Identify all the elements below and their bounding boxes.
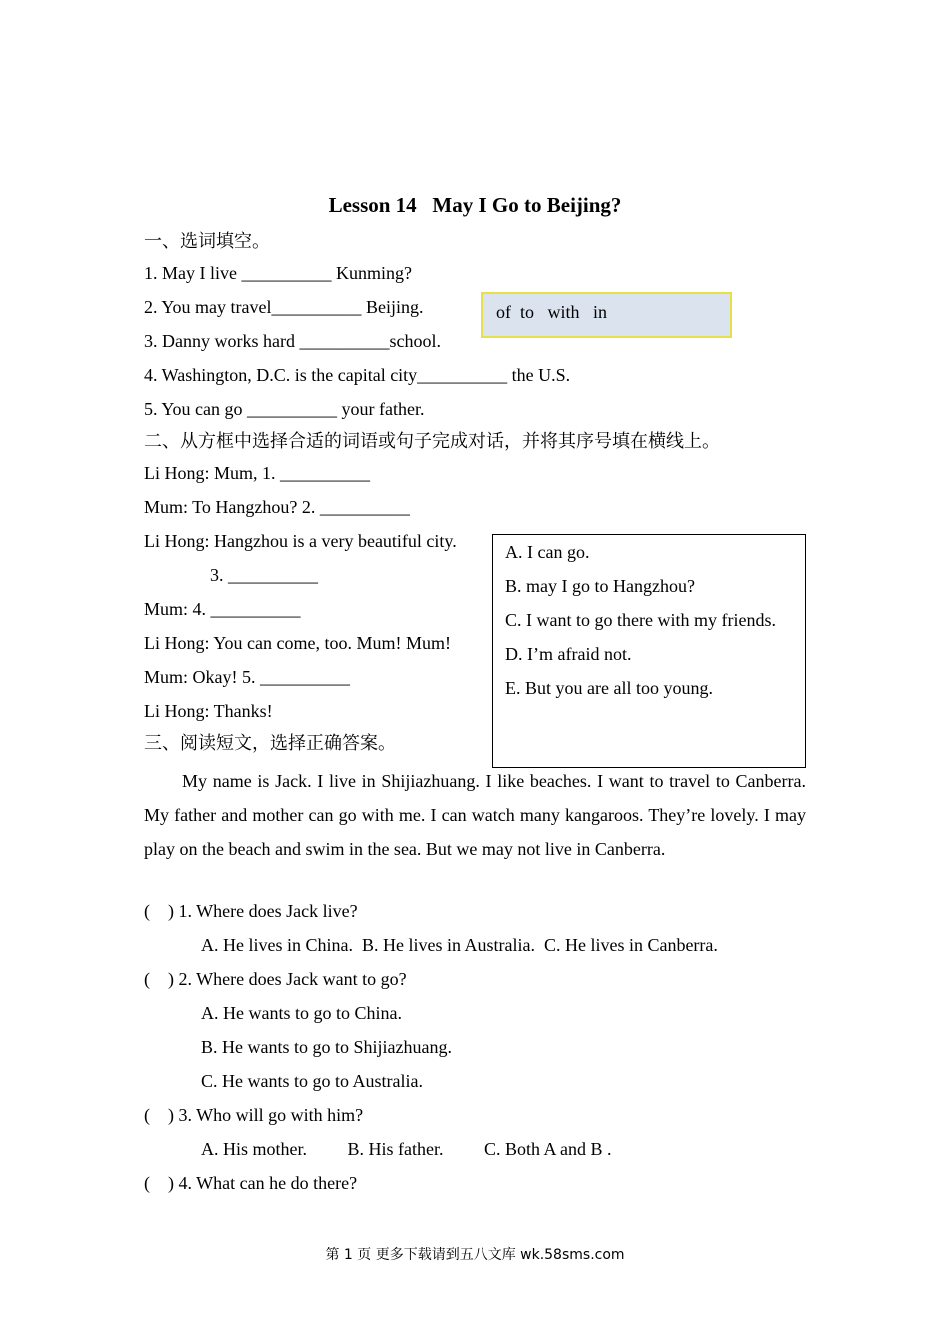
question-2: ( ) 2. Where does Jack want to go? [144, 969, 407, 989]
dialogue-line-1: Li Hong: Mum, 1. __________ [144, 463, 371, 483]
word-box [481, 292, 732, 338]
fill-item-5: 5. You can go __________ your father. [144, 399, 425, 419]
dialogue-line-6: Li Hong: You can come, too. Mum! Mum! [144, 633, 451, 653]
option-b: B. may I go to Hangzhou? [505, 576, 695, 596]
reading-passage: My name is Jack. I live in Shijiazhuang. I like beaches. I want to travel to Canberra. My father and mother can go with me. I can watch many kangaroos. They’re lovely. I may play on the beach and swim in the sea. But we may not live in Canberra. [144, 771, 806, 859]
dialogue-line-7: Mum: Okay! 5. __________ [144, 667, 350, 687]
question-1-options: A. He lives in China. B. He lives in Australia. C. He lives in Canberra. [201, 935, 718, 955]
question-1: ( ) 1. Where does Jack live? [144, 901, 358, 921]
fill-item-2: 2. You may travel__________ Beijing. [144, 297, 424, 317]
question-4: ( ) 4. What can he do there? [144, 1173, 358, 1193]
dialogue-line-4: 3. __________ [210, 565, 318, 585]
word-box-text: of to with in [496, 302, 607, 322]
fill-item-1: 1. May I live __________ Kunming? [144, 263, 412, 283]
option-c: C. I want to go there with my friends. [505, 610, 776, 630]
dialogue-line-5: Mum: 4. __________ [144, 599, 301, 619]
option-e: E. But you are all too young. [505, 678, 713, 698]
options-box [492, 534, 806, 768]
question-2-option-b: B. He wants to go to Shijiazhuang. [201, 1037, 452, 1057]
page-footer: 第 1 页 更多下载请到五八文库 wk.58sms.com [325, 1247, 625, 1263]
question-2-option-c: C. He wants to go to Australia. [201, 1071, 423, 1091]
section1-heading: 一、选词填空。 [144, 231, 270, 251]
option-a: A. I can go. [505, 542, 590, 562]
section2-heading: 二、从方框中选择合适的词语或句子完成对话，并将其序号填在横线上。 [144, 431, 720, 451]
dialogue-line-3: Li Hong: Hangzhou is a very beautiful city. [144, 531, 457, 551]
dialogue-line-8: Li Hong: Thanks! [144, 701, 273, 721]
dialogue-line-2: Mum: To Hangzhou? 2. __________ [144, 497, 410, 517]
question-3-options: A. His mother. B. His father. C. Both A and B . [201, 1139, 612, 1159]
question-3: ( ) 3. Who will go with him? [144, 1105, 364, 1125]
option-d: D. I’m afraid not. [505, 644, 632, 664]
fill-item-4: 4. Washington, D.C. is the capital city__________ the U.S. [144, 365, 571, 385]
section3-heading: 三、阅读短文，选择正确答案。 [144, 733, 396, 753]
question-2-option-a: A. He wants to go to China. [201, 1003, 402, 1023]
page-title: Lesson 14 May I Go to Beijing? [328, 193, 622, 217]
fill-item-3: 3. Danny works hard __________school. [144, 331, 441, 351]
